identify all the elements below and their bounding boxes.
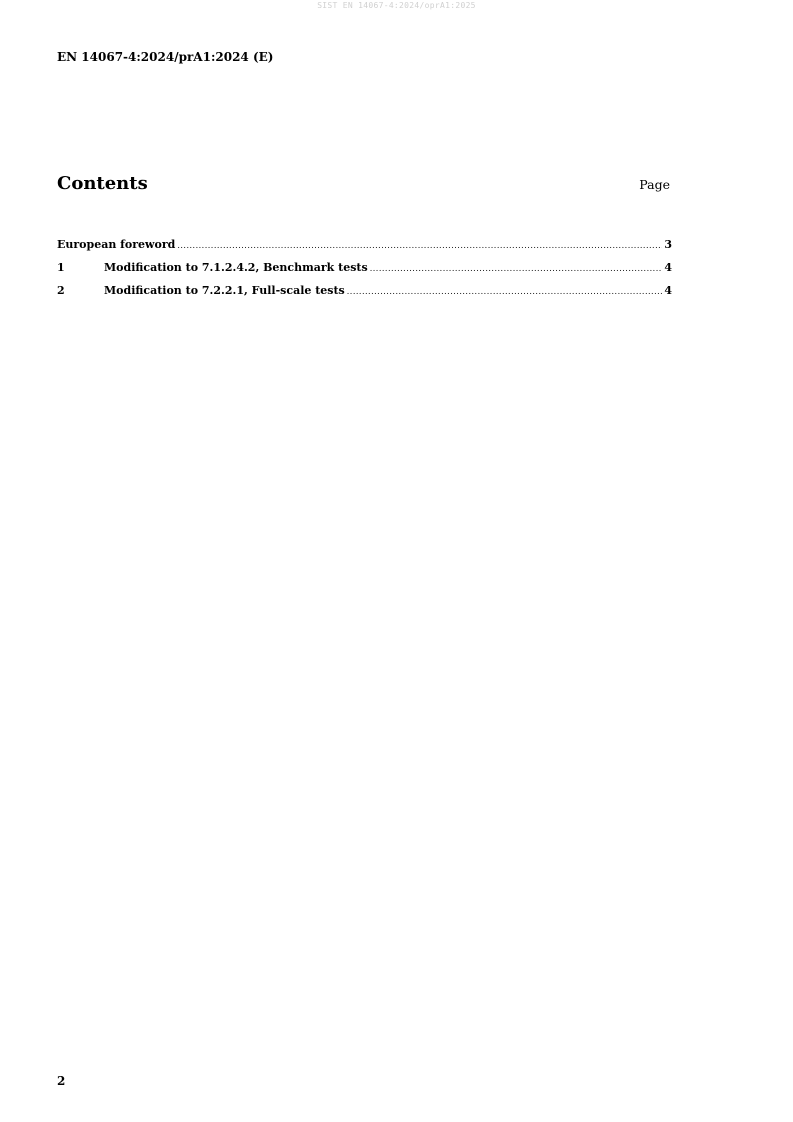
page-number: 2 <box>57 1074 66 1088</box>
toc-entry-page: 3 <box>664 238 672 251</box>
document-identifier: EN 14067-4:2024/prA1:2024 (E) <box>57 50 274 64</box>
toc-entry-page: 4 <box>664 284 672 297</box>
toc-entry-number: 2 <box>57 284 65 297</box>
toc-dot-leader <box>177 241 662 250</box>
toc-entry-european-foreword[interactable] <box>57 238 672 261</box>
toc-entry-clause-2[interactable] <box>57 284 672 307</box>
table-of-contents <box>57 238 672 307</box>
watermark-text: SIST EN 14067-4:2024/oprA1:2025 <box>317 1 476 10</box>
toc-dot-leader <box>370 264 663 273</box>
toc-entry-text: Modification to 7.2.2.1, Full-scale tests <box>104 284 345 297</box>
toc-title: Contents <box>57 173 148 194</box>
toc-entry-clause-1[interactable] <box>57 261 672 284</box>
toc-dot-leader <box>347 287 663 296</box>
toc-entry-number: 1 <box>57 261 65 274</box>
toc-entry-text: European foreword <box>57 238 176 251</box>
toc-page-column-label: Page <box>639 177 670 192</box>
toc-entry-page: 4 <box>664 261 672 274</box>
toc-entry-text: Modification to 7.1.2.4.2, Benchmark tests <box>104 261 368 274</box>
